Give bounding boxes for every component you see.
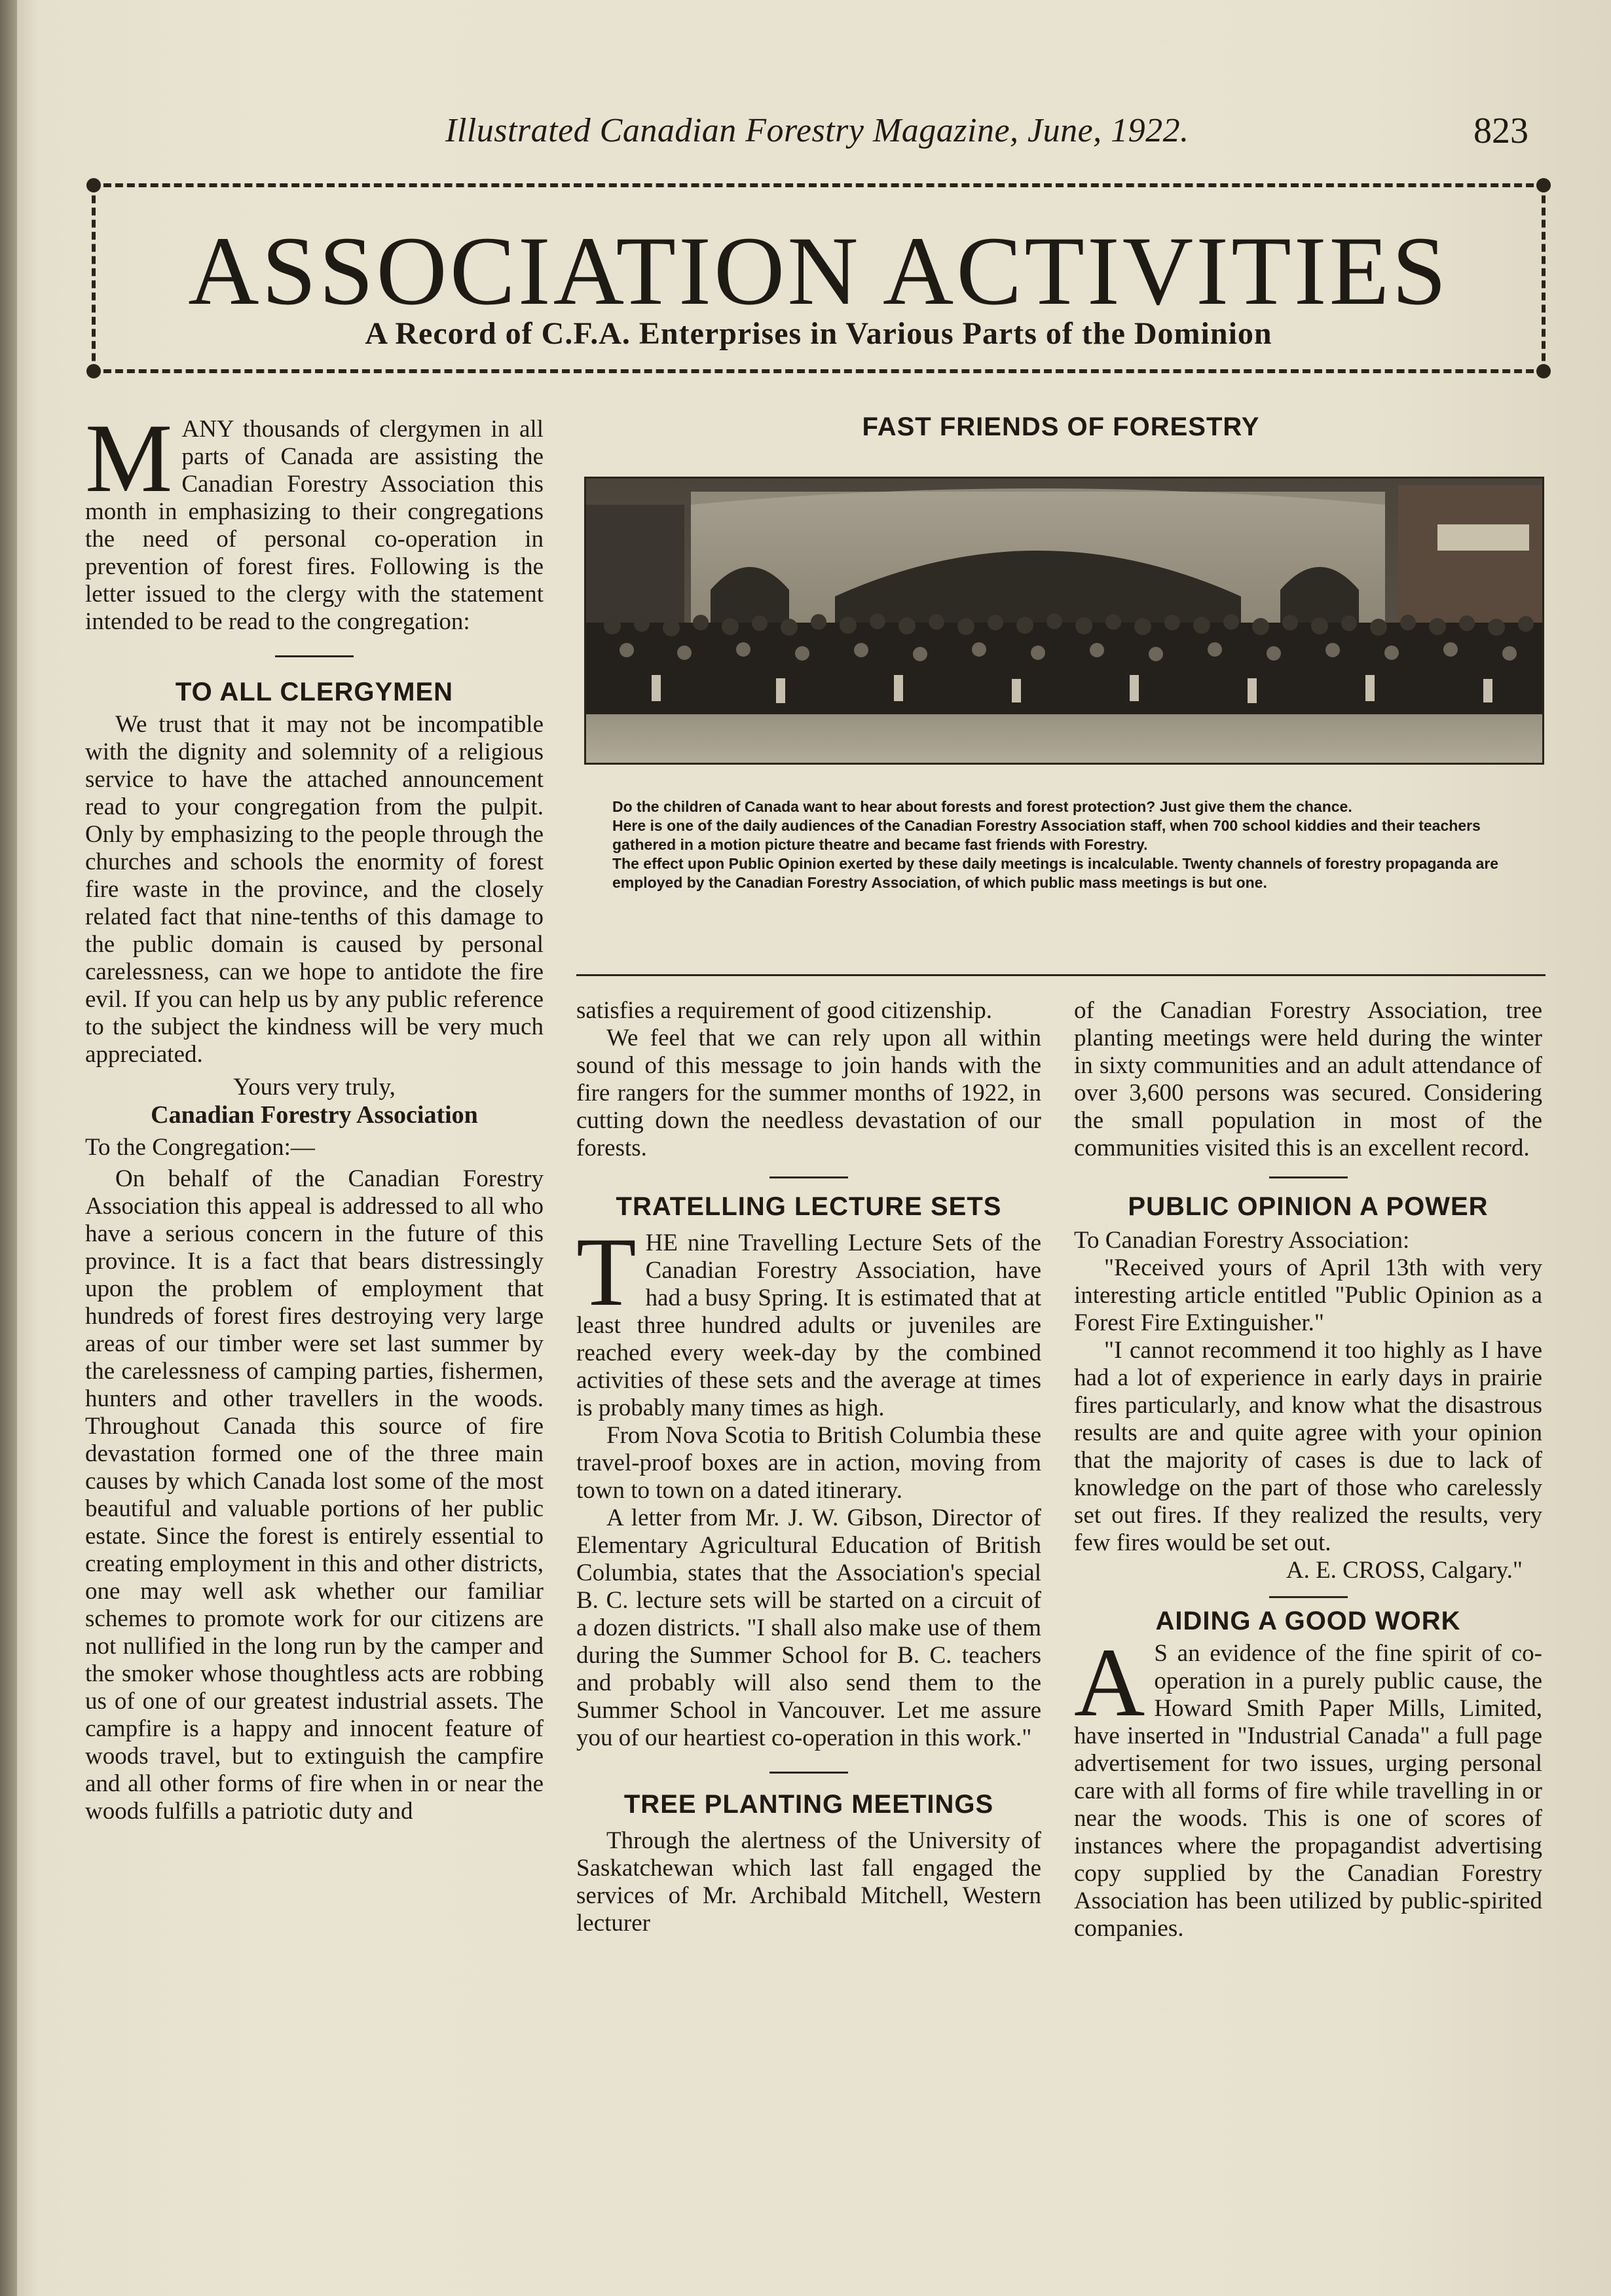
lecture-paragraph-1: THE nine Travelling Lecture Sets of the Canadian Forestry Association, have had a busy Spring. It is estimated that at least three hundred adults or juveniles are reached every week-day by the combined activities of these sets and the average at times is probably many times as high. [576, 1218, 1041, 1421]
divider [275, 655, 354, 657]
heading-tree-planting-meetings: TREE PLANTING MEETINGS [623, 1790, 994, 1819]
letter-closing: Yours very truly, [233, 1074, 396, 1101]
tree-planting-paragraph: Through the alertness of the University of Saskatchewan which last fall engaged the services of Mr. Archibald Mitchell, Western lecturer [576, 1827, 1041, 1937]
section-title: ASSOCIATION ACTIVITIES [188, 217, 1449, 325]
appeal-closing-paragraph: We feel that we can rely upon all within sound of this message to join hands with the fire rangers for the summer months of 1922, in cutting down the needless devastation of our forests. [576, 1025, 1041, 1161]
caption-line-1: Do the children of Canada want to hear about forests and forest protection? Just give them the chance. [612, 798, 1352, 815]
heading-public-opinion: PUBLIC OPINION A POWER [1128, 1192, 1489, 1221]
ornament-corner [86, 364, 101, 378]
page-number: 823 [1473, 111, 1528, 151]
opinion-signature: A. E. CROSS, Calgary." [1286, 1557, 1523, 1584]
clergymen-letter: We trust that it may not be incompatible with the dignity and solemnity of a religious service to have the attached announcement read to your congregation from the pulpit. Only by emphasizing to the people through the churches and schools the enormity of forest fire waste in the province, and the closely related fact that nine-tenths of this damage to the public domain is caused by personal carelessness, can we hope to antidote the fire evil. If you can help us by any public reference to the subject the kindness will be very much appreciated. [85, 711, 544, 1068]
dropcap: T [576, 1218, 637, 1326]
middle-column [576, 997, 1041, 1937]
divider [1269, 1596, 1348, 1598]
dropcap: A [1074, 1628, 1145, 1737]
intro-paragraph: MANY thousands of clergymen in all parts of Canada are assisting the Canadian Forestry Association this month in emphasizing to their congregations the need of personal co-operation in prevention of forest fires. Following is the letter issued to the clergy with the statement intended to be read to the congregation: [85, 404, 544, 635]
aiding-paragraph: A S an evidence of the fine spirit of co-operation in a purely public cause, the Howard Smith Paper Mills, Limited, have inserted in "Industrial Canada" a full page advertisement for two issues, urging personal care with all forms of fire while travelling in or near the woods. This is one of scores of instances where the propagandist advertising copy supplied by the Canadian Forestry Association has been utilized by public-spirited companies. [1074, 1628, 1542, 1942]
ornament-corner [1536, 364, 1551, 378]
caption-line-3: The effect upon Public Opinion exerted by these daily meetings is incalculable. Twenty channels of forestry propaganda are employed by the Canadian Forestry Association, of which public mass meetings is but one. [612, 855, 1499, 891]
photo-title: FAST FRIENDS OF FORESTRY [862, 412, 1260, 441]
ornament-corner [1536, 178, 1551, 192]
letter-signature: Canadian Forestry Association [151, 1101, 478, 1129]
congregation-appeal: On behalf of the Canadian Forestry Association this appeal is addressed to all who have a serious concern in the future of this province. It is a fact that bears distressingly upon the problem of employment that hundreds of forest fires destroying very large areas of our timber were set last summer by the carelessness of camping parties, fishermen, hunters and other travellers in the woods. Throughout Canada this source of fire devastation formed one of the three main causes by which Canada lost some of the most beautiful and valuable portions of her public estate. Since the forest is entirely essential to creating employment in this and other districts, one may well ask whether our familiar schemes to promote work for our citizens are not nullified in the long run by the camper and the smoker whose thoughtless acts are robbing us of one of our greatest industrial assets. The campfire is a happy and innocent feature of woods travel, but to extinguish the campfire and all other forms of fire when in or near the woods fulfills a patriotic duty and [85, 1165, 544, 1825]
divider [1269, 1176, 1348, 1178]
photo-caption [612, 797, 1523, 892]
theatre-crowd-photo [584, 477, 1544, 765]
masthead-box [92, 183, 1546, 373]
left-column [85, 404, 544, 1825]
heading-aiding-a-good-work: AIDING A GOOD WORK [1155, 1607, 1461, 1635]
lecture-paragraph-3: A letter from Mr. J. W. Gibson, Director of Elementary Agricultural Education of British Columbia, states that the Association's special B. C. lecture sets will be started on a circuit of a dozen districts. "I shall also make use of them during the Summer School for B. C. teachers and probably will also send them to the Summer School in Vancouver. Let me assure you of our heartiest co-operation in this work." [576, 1504, 1041, 1751]
divider [769, 1772, 848, 1774]
binding-shadow [0, 0, 17, 2296]
opinion-salutation: To Canadian Forestry Association: [1074, 1227, 1410, 1254]
opinion-paragraph-1: "Received yours of April 13th with very interesting article entitled "Public Opinion as a Forest Fire Extinguisher." [1074, 1254, 1542, 1336]
heading-travelling-lecture-sets: TRATELLING LECTURE SETS [616, 1192, 1002, 1221]
ornament-corner [86, 178, 101, 192]
divider [576, 974, 1546, 976]
caption-line-2: Here is one of the daily audiences of the Canadian Forestry Association staff, when 700 school kiddies and their teachers gathered in a motion picture theatre and became fast friends with Forestry. [612, 817, 1481, 853]
dropcap: M [85, 404, 173, 513]
opinion-paragraph-2: "I cannot recommend it too highly as I have had a lot of experience in early days in prairie fires particularly, and know what the disastrous results are and quite agree with your opinion that the majority of cases is due to lack of knowledge on the part of those who carelessly set out fires. If they realized the results, very few fires would be set out. [1074, 1337, 1542, 1556]
tree-planting-continuation: of the Canadian Forestry Association, tree planting meetings were held during the winter in sixty communities and an adult attendance of over 3,600 persons was secured. Considering the small population in most of the communities visited this is an excellent record. [1074, 997, 1542, 1161]
congregation-salutation: To the Congregation:— [85, 1134, 315, 1161]
lecture-paragraph-2: From Nova Scotia to British Columbia these travel-proof boxes are in action, moving from town to town on a dated itinerary. [576, 1422, 1041, 1504]
divider [769, 1176, 848, 1178]
section-subtitle: A Record of C.F.A. Enterprises in Various Parts of the Dominion [365, 316, 1272, 351]
right-column [1074, 997, 1542, 1942]
crowd-photo-illustration [586, 479, 1542, 763]
appeal-continuation: satisfies a requirement of good citizenship. [576, 997, 992, 1024]
heading-to-all-clergymen: TO ALL CLERGYMEN [175, 678, 454, 706]
running-head: Illustrated Canadian Forestry Magazine, June, 1922. [445, 112, 1189, 149]
